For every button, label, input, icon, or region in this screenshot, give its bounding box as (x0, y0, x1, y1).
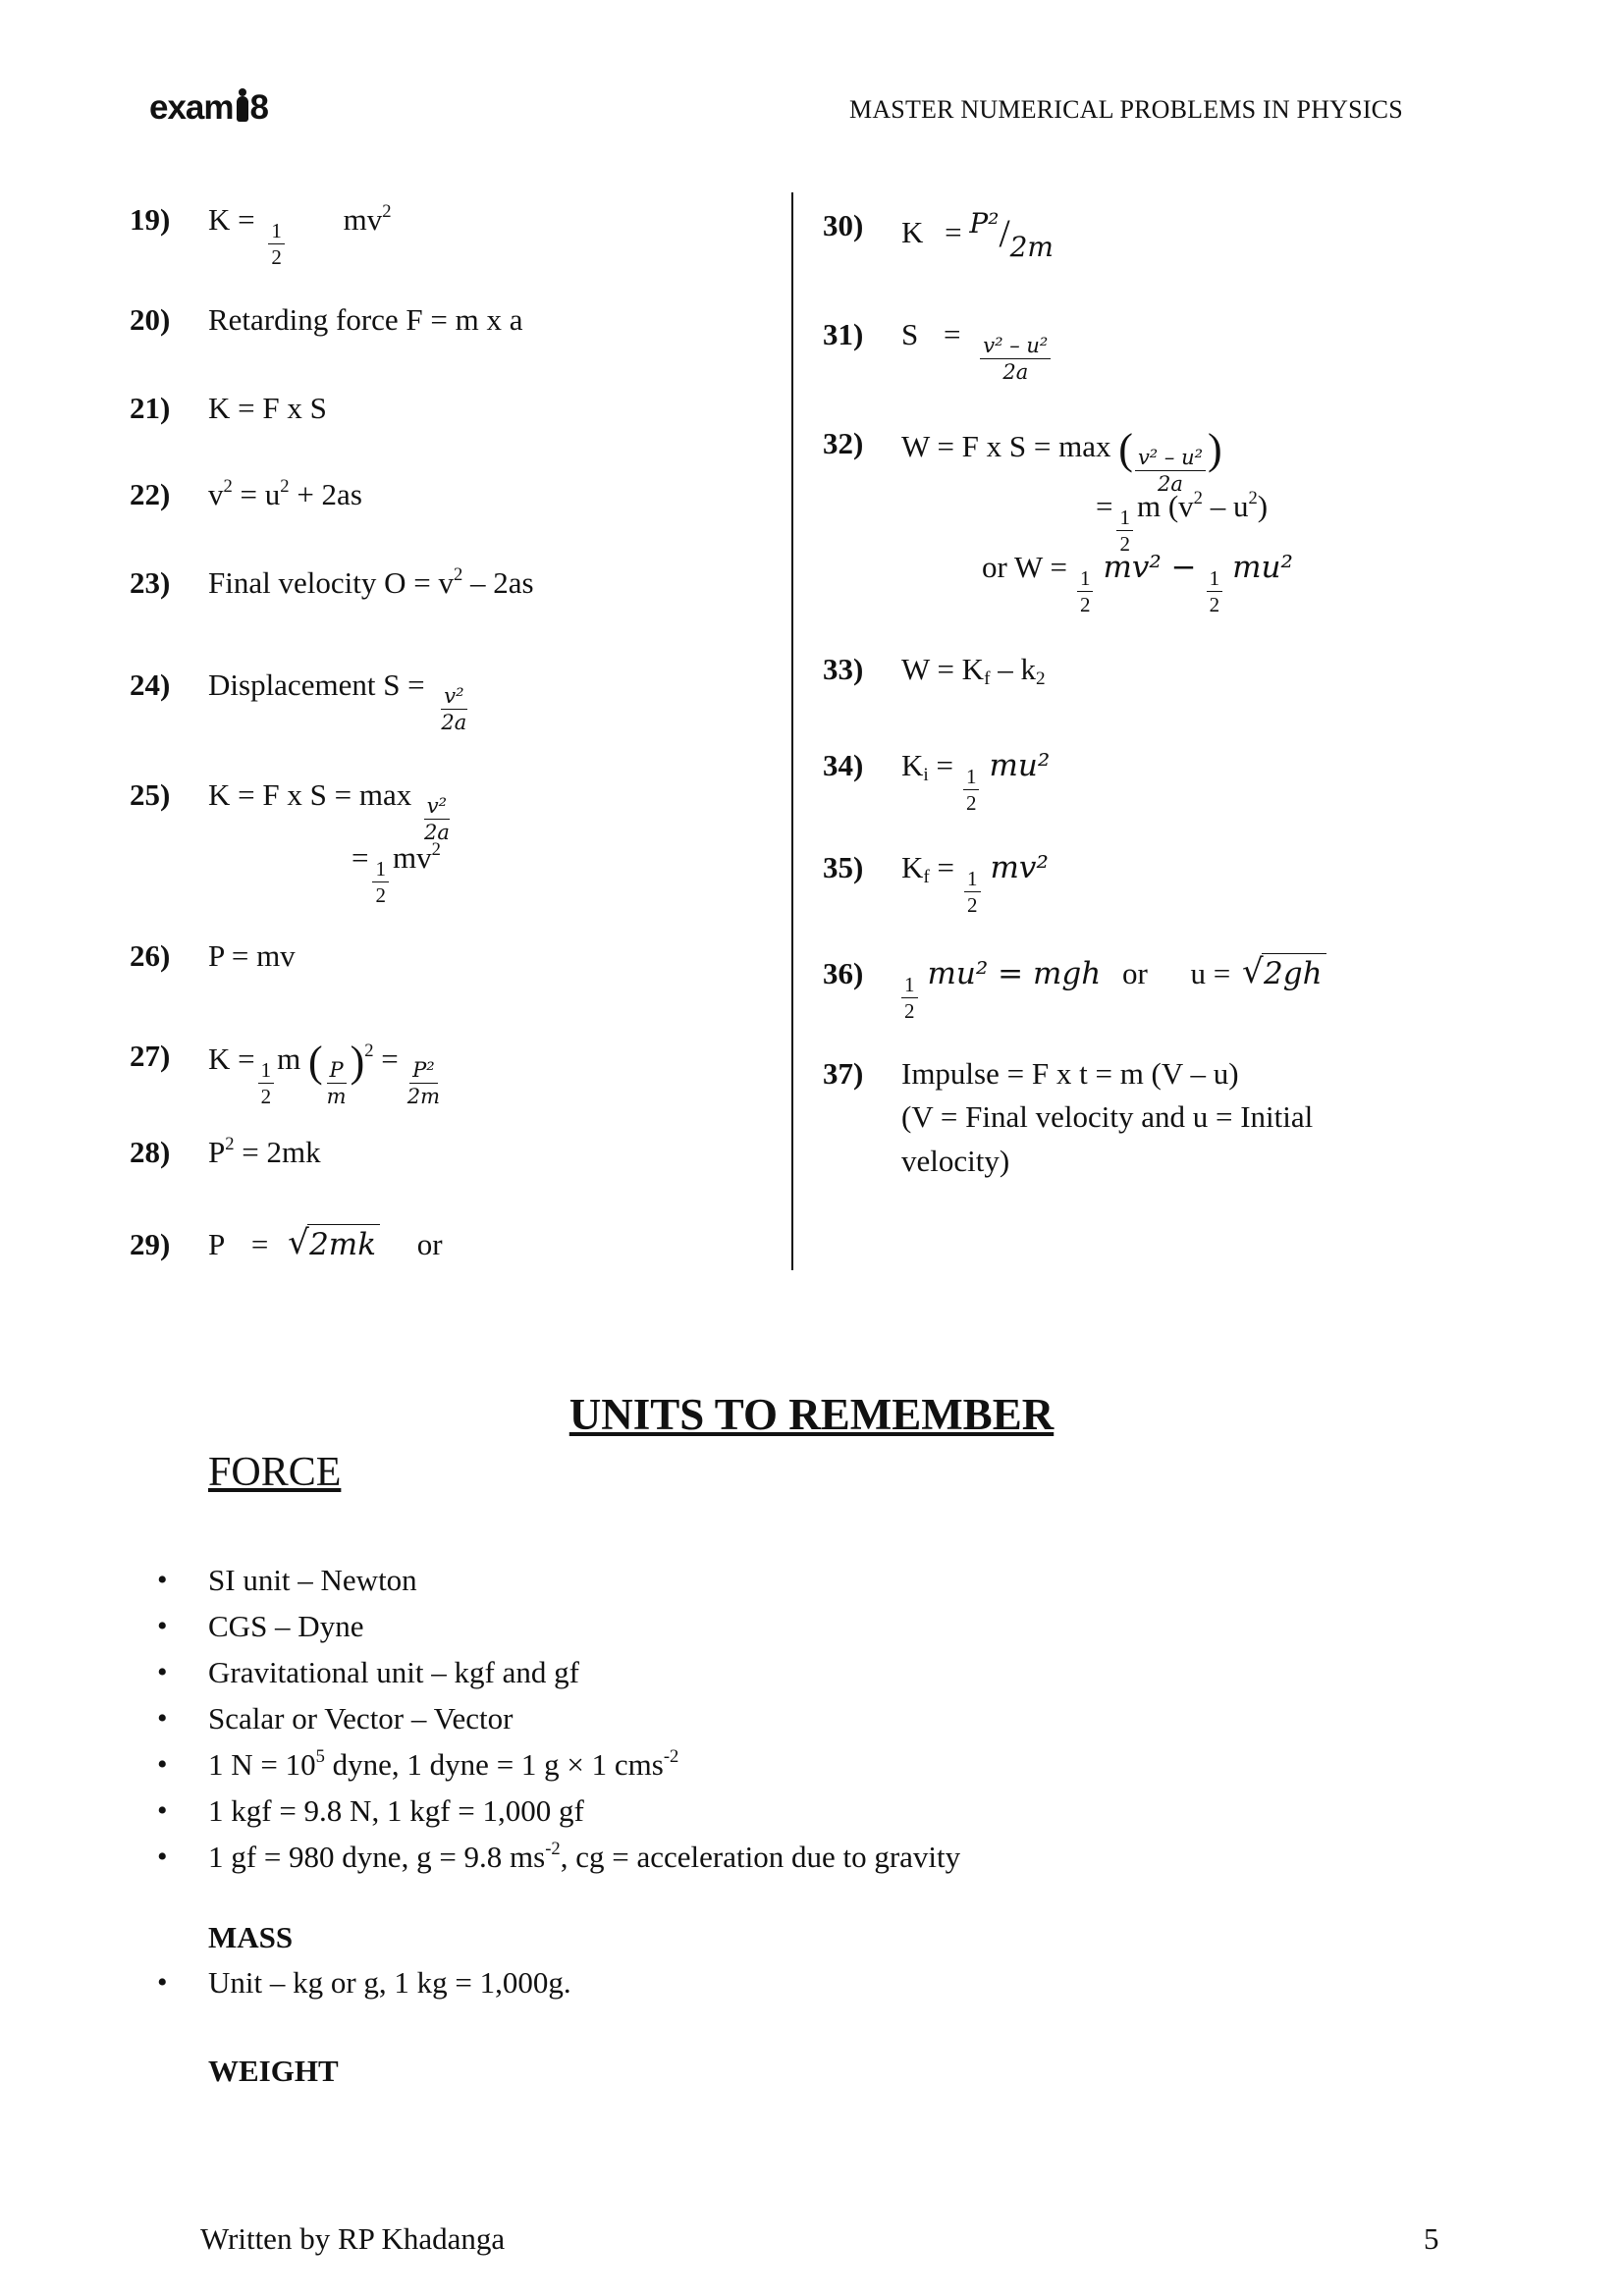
formula-text: mu² (1232, 550, 1293, 585)
denominator: 2a (1002, 360, 1029, 385)
force-heading: FORCE (208, 1450, 342, 1495)
list-item (157, 1741, 960, 1788)
formula-32-line2 (1096, 487, 1269, 557)
fraction (405, 1059, 443, 1107)
superscript: -2 (663, 1745, 679, 1767)
formula-text: m (277, 1041, 301, 1077)
formula-text: K = F x S = max (208, 777, 412, 812)
formula-text: m (v (1136, 489, 1194, 523)
superscript: 5 (315, 1745, 325, 1767)
fraction (1077, 567, 1094, 615)
formula-text: Retarding force F = m x a (208, 302, 523, 337)
formula-text: Displacement S = (208, 667, 425, 702)
equals-sign: = (945, 215, 962, 249)
numerator: P² (969, 207, 1000, 240)
formula-text: ) (1257, 489, 1269, 523)
footer-author: Written by RP Khadanga (200, 2221, 506, 2256)
subscript: f (984, 667, 991, 689)
list-item-text: 1 N = 10 (208, 1747, 316, 1782)
left-paren: ( (308, 1038, 323, 1086)
slash: / (999, 211, 1010, 255)
fraction (901, 974, 918, 1022)
denominator: 2 (1119, 532, 1130, 557)
section-title: UNITS TO REMEMBER (568, 1390, 1055, 1439)
numerator: v² (424, 795, 450, 820)
page-number: 5 (1424, 2221, 1439, 2256)
weight-heading: WEIGHT (208, 2054, 339, 2088)
list-item: • SI unit – Newton (157, 1557, 960, 1603)
formula-text: or (416, 1227, 443, 1261)
formula-text: mv (343, 202, 383, 237)
denominator: 2 (904, 999, 915, 1024)
numerator: 1 (1077, 567, 1094, 592)
formula-text: or W = (982, 550, 1067, 584)
list-item: • Gravitational unit – kgf and gf (157, 1649, 960, 1695)
superscript: 2 (280, 475, 290, 497)
numerator: 1 (372, 858, 389, 882)
formula-number: 34) (823, 748, 864, 782)
formula-text: mv² − (1103, 550, 1197, 585)
list-item: • Unit – kg or g, 1 kg = 1,000g. (157, 1959, 571, 2005)
logo-text: exam (149, 88, 234, 127)
denominator: 2a (423, 821, 450, 845)
formula-text: u = (1190, 956, 1231, 990)
subscript: f (923, 866, 930, 887)
formula-number: 35) (823, 850, 864, 884)
formula-37-note-line2: velocity) (901, 1144, 1010, 1178)
formula-text: + 2as (289, 477, 362, 511)
page-header-title: MASTER NUMERICAL PROBLEMS IN PHYSICS (849, 95, 1403, 124)
equals-sign: = (944, 317, 961, 351)
formula-number: 25) (130, 777, 171, 812)
formula-number: 37) (823, 1056, 864, 1091)
superscript: 2 (1248, 487, 1258, 508)
formula-text: mu² = mgh (927, 956, 1102, 991)
subscript: 2 (1035, 667, 1046, 689)
formula-number: 26) (130, 938, 171, 973)
denominator: 2 (271, 245, 282, 270)
fraction (372, 858, 389, 906)
formula-text: = 2mk (234, 1135, 321, 1169)
list-item-text: , cg = acceleration due to gravity (560, 1840, 961, 1874)
formula-text: v (208, 477, 224, 511)
fraction (1116, 507, 1133, 555)
numerator: 1 (901, 974, 918, 998)
list-item-text: dyne, 1 dyne = 1 g × 1 cms (324, 1747, 664, 1782)
formula-text: Impulse = F x t = m (V – u) (901, 1056, 1239, 1091)
denominator: 2 (1209, 593, 1220, 617)
numerator: 1 (1116, 507, 1133, 531)
formula-text: mv (392, 840, 432, 875)
denominator: 2 (375, 883, 386, 908)
fraction (963, 766, 980, 814)
formula-text: mv² (990, 850, 1049, 885)
exam18-logo (149, 88, 268, 128)
column-divider (791, 192, 793, 1270)
formula-text: or (1121, 956, 1148, 990)
formula-text: P (208, 1135, 226, 1169)
denominator: 2 (260, 1085, 272, 1109)
denominator: 2m (406, 1085, 441, 1109)
denominator: 2a (441, 711, 467, 735)
denominator: 2 (1079, 593, 1091, 617)
numerator: P² (409, 1059, 438, 1084)
formula-text: W = F x S = max (901, 429, 1111, 464)
fraction (980, 335, 1051, 383)
equals-sign: = (381, 1041, 399, 1077)
formula-text: Final velocity O = v (208, 565, 454, 600)
formula-text: K (901, 215, 924, 249)
formula-number: 28) (130, 1135, 171, 1169)
formula-text: P (208, 1227, 225, 1261)
formula-text: – u (1202, 489, 1249, 523)
formula-text: S (901, 317, 919, 351)
formula-text: mu² (989, 748, 1051, 783)
formula-text: K = F x S (208, 391, 327, 425)
numerator: 1 (258, 1059, 275, 1084)
formula-text: K = (208, 1041, 255, 1077)
formula-number: 29) (130, 1227, 171, 1261)
fraction (268, 220, 285, 268)
equals-sign: = (1096, 489, 1113, 523)
formula-number: 23) (130, 565, 171, 600)
formula-text: K (901, 748, 924, 782)
left-paren: ( (1118, 425, 1133, 473)
formula-text: – k (990, 652, 1036, 686)
square-root (288, 1227, 380, 1262)
logo-digit: 8 (249, 88, 268, 127)
denominator: m (326, 1085, 347, 1109)
logo-mark-icon (237, 96, 248, 122)
formula-text: = (929, 850, 955, 884)
formula-text: K (901, 850, 924, 884)
formula-number: 36) (823, 956, 864, 990)
superscript: 2 (431, 838, 441, 860)
superscript: -2 (545, 1838, 561, 1859)
denominator: 2a (1158, 472, 1183, 497)
numerator: v² – u² (1135, 447, 1206, 471)
superscript: 2 (1193, 487, 1203, 508)
numerator: v² (441, 685, 466, 710)
fraction (324, 1059, 350, 1107)
fraction (421, 795, 453, 843)
equals-sign: = (352, 840, 369, 875)
formula-number: 31) (823, 317, 864, 351)
superscript: 2 (382, 200, 392, 222)
numerator: 1 (268, 220, 285, 244)
superscript: 2 (225, 1133, 235, 1154)
denominator: 2m (1009, 231, 1054, 263)
formula-37-note-line1: (V = Final velocity and u = Initial (901, 1099, 1314, 1134)
denominator: 2 (965, 791, 977, 816)
formula-text: K = (208, 202, 255, 237)
list-item (157, 1834, 960, 1880)
formula-number: 20) (130, 302, 171, 337)
numerator: v² – u² (980, 335, 1051, 359)
formula-32-line3 (982, 552, 1293, 615)
fraction (258, 1059, 275, 1107)
numerator: 1 (1207, 567, 1223, 592)
right-paren: ) (350, 1038, 365, 1086)
denominator: 2 (967, 893, 978, 918)
numerator: 1 (964, 868, 981, 892)
formula-number: 19) (130, 202, 171, 237)
list-item: • Scalar or Vector – Vector (157, 1695, 960, 1741)
formula-text: = (928, 748, 953, 782)
mass-heading: MASS (208, 1920, 294, 1954)
superscript: 2 (223, 475, 233, 497)
list-item-text: 1 gf = 980 dyne, g = 9.8 ms (208, 1840, 546, 1874)
fraction (1207, 567, 1223, 615)
numerator: P (327, 1059, 347, 1084)
radicand: 2gh (1262, 953, 1326, 991)
formula-text: – 2as (462, 565, 534, 600)
formula-number: 21) (130, 391, 171, 425)
superscript: 2 (453, 563, 463, 585)
mass-units-list (157, 1959, 571, 2005)
superscript: 2 (364, 1041, 374, 1062)
list-item: • 1 kgf = 9.8 N, 1 kgf = 1,000 gf (157, 1788, 960, 1834)
square-root (1242, 956, 1326, 991)
list-item: • CGS – Dyne (157, 1603, 960, 1649)
formula-text: = u (232, 477, 281, 511)
formula-text: W = K (901, 652, 985, 686)
formula-25-continuation (352, 838, 441, 908)
subscript: i (923, 764, 929, 785)
formula-number: 30) (823, 208, 864, 242)
right-paren: ) (1208, 425, 1222, 473)
formula-number: 24) (130, 667, 171, 702)
fraction (438, 685, 469, 733)
formula-number: 22) (130, 477, 171, 511)
force-units-list (157, 1557, 960, 1880)
fraction (964, 868, 981, 916)
formula-text: P = mv (208, 938, 296, 973)
numerator: 1 (963, 766, 980, 790)
formula-number: 32) (823, 426, 864, 460)
formula-number: 27) (130, 1039, 171, 1073)
radicand: 2mk (307, 1224, 380, 1262)
formula-number: 33) (823, 652, 864, 686)
equals-sign: = (250, 1227, 269, 1261)
